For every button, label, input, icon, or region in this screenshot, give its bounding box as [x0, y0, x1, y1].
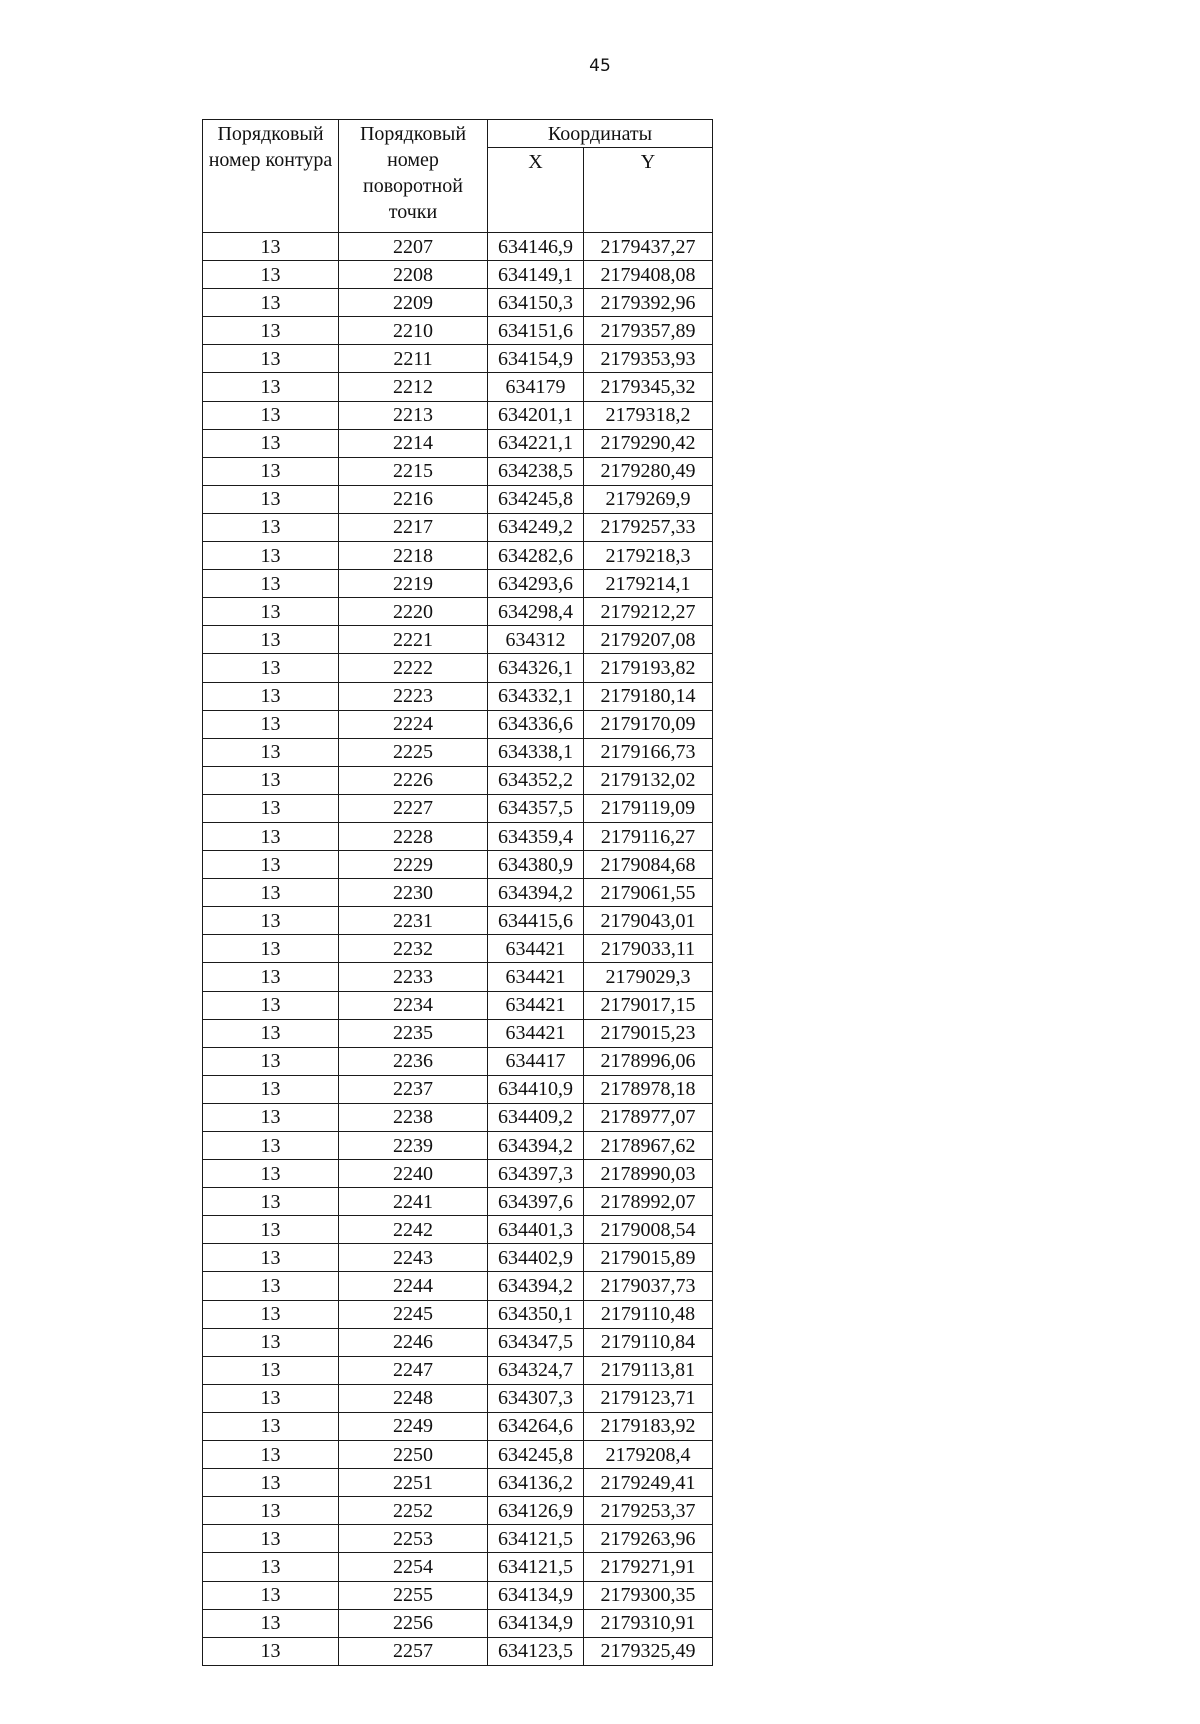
table-row: [203, 991, 713, 1019]
x-coordinate-cell: 634307,3: [488, 1384, 584, 1412]
x-coordinate-cell: 634134,9: [488, 1581, 584, 1609]
point-number-cell: 2255: [339, 1581, 488, 1609]
y-coordinate-cell: 2179183,92: [584, 1412, 713, 1440]
table-row: [203, 1553, 713, 1581]
table-row: [203, 1103, 713, 1131]
contour-number-cell: 13: [203, 485, 339, 513]
contour-number-cell: 13: [203, 598, 339, 626]
point-number-cell: 2217: [339, 513, 488, 541]
contour-number-cell: 13: [203, 1075, 339, 1103]
contour-number-cell: 13: [203, 1637, 339, 1665]
coordinates-table: [202, 119, 713, 1666]
contour-number-cell: 13: [203, 1553, 339, 1581]
table-row: [203, 654, 713, 682]
table-row: [203, 289, 713, 317]
y-coordinate-cell: 2179033,11: [584, 935, 713, 963]
contour-number-cell: 13: [203, 1469, 339, 1497]
table-row: [203, 1244, 713, 1272]
point-number-cell: 2251: [339, 1469, 488, 1497]
point-number-cell: 2210: [339, 317, 488, 345]
x-coordinate-cell: 634238,5: [488, 457, 584, 485]
point-number-cell: 2214: [339, 429, 488, 457]
point-number-cell: 2257: [339, 1637, 488, 1665]
point-number-cell: 2208: [339, 261, 488, 289]
point-number-cell: 2247: [339, 1356, 488, 1384]
point-number-cell: 2238: [339, 1103, 488, 1131]
y-coordinate-cell: 2179249,41: [584, 1469, 713, 1497]
y-coordinate-cell: 2179166,73: [584, 738, 713, 766]
x-coordinate-cell: 634245,8: [488, 485, 584, 513]
x-coordinate-cell: 634401,3: [488, 1216, 584, 1244]
table-row: [203, 401, 713, 429]
x-coordinate-cell: 634394,2: [488, 879, 584, 907]
x-coordinate-cell: 634324,7: [488, 1356, 584, 1384]
y-coordinate-cell: 2178977,07: [584, 1103, 713, 1131]
table-row: [203, 1047, 713, 1075]
y-coordinate-cell: 2179061,55: [584, 879, 713, 907]
point-number-cell: 2218: [339, 542, 488, 570]
contour-number-cell: 13: [203, 1609, 339, 1637]
point-number-cell: 2237: [339, 1075, 488, 1103]
point-number-cell: 2223: [339, 682, 488, 710]
contour-number-cell: 13: [203, 401, 339, 429]
point-number-cell: 2252: [339, 1497, 488, 1525]
y-coordinate-cell: 2179017,15: [584, 991, 713, 1019]
point-number-cell: 2227: [339, 794, 488, 822]
y-coordinate-cell: 2179180,14: [584, 682, 713, 710]
table-row: [203, 570, 713, 598]
contour-number-cell: 13: [203, 991, 339, 1019]
x-coordinate-cell: 634336,6: [488, 710, 584, 738]
y-coordinate-cell: 2179008,54: [584, 1216, 713, 1244]
table-row: [203, 710, 713, 738]
y-coordinate-cell: 2179170,09: [584, 710, 713, 738]
contour-number-cell: 13: [203, 1047, 339, 1075]
x-coordinate-cell: 634332,1: [488, 682, 584, 710]
y-coordinate-cell: 2179110,48: [584, 1300, 713, 1328]
table-body: [203, 233, 713, 1666]
contour-number-cell: 13: [203, 261, 339, 289]
contour-number-cell: 13: [203, 851, 339, 879]
contour-number-cell: 13: [203, 626, 339, 654]
table-row: [203, 738, 713, 766]
y-coordinate-cell: 2179257,33: [584, 513, 713, 541]
point-number-cell: 2250: [339, 1441, 488, 1469]
x-coordinate-cell: 634150,3: [488, 289, 584, 317]
y-coordinate-cell: 2178990,03: [584, 1160, 713, 1188]
table-row: [203, 485, 713, 513]
x-coordinate-cell: 634298,4: [488, 598, 584, 626]
header-row-1: [203, 120, 713, 148]
table-row: [203, 317, 713, 345]
table-row: [203, 1469, 713, 1497]
y-coordinate-cell: 2179437,27: [584, 233, 713, 261]
table-row: [203, 935, 713, 963]
y-coordinate-cell: 2179357,89: [584, 317, 713, 345]
contour-number-cell: 13: [203, 1525, 339, 1553]
point-number-cell: 2233: [339, 963, 488, 991]
contour-number-cell: 13: [203, 766, 339, 794]
point-number-cell: 2249: [339, 1412, 488, 1440]
contour-number-cell: 13: [203, 879, 339, 907]
contour-number-cell: 13: [203, 1132, 339, 1160]
table-row: [203, 457, 713, 485]
x-coordinate-cell: 634201,1: [488, 401, 584, 429]
contour-number-cell: 13: [203, 457, 339, 485]
table-row: [203, 513, 713, 541]
table-row: [203, 1497, 713, 1525]
table-row: [203, 1019, 713, 1047]
contour-number-cell: 13: [203, 794, 339, 822]
table-row: [203, 822, 713, 850]
contour-number-cell: 13: [203, 542, 339, 570]
table-row: [203, 626, 713, 654]
table-row: [203, 1581, 713, 1609]
x-coordinate-cell: 634394,2: [488, 1132, 584, 1160]
point-number-cell: 2213: [339, 401, 488, 429]
x-coordinate-cell: 634350,1: [488, 1300, 584, 1328]
y-coordinate-cell: 2179310,91: [584, 1609, 713, 1637]
x-coordinate-cell: 634359,4: [488, 822, 584, 850]
contour-number-cell: 13: [203, 1160, 339, 1188]
y-coordinate-cell: 2179392,96: [584, 289, 713, 317]
contour-number-cell: 13: [203, 710, 339, 738]
point-number-cell: 2253: [339, 1525, 488, 1553]
table-row: [203, 1216, 713, 1244]
point-number-cell: 2226: [339, 766, 488, 794]
contour-number-cell: 13: [203, 1244, 339, 1272]
x-coordinate-cell: 634293,6: [488, 570, 584, 598]
table-row: [203, 879, 713, 907]
point-number-cell: 2256: [339, 1609, 488, 1637]
point-number-cell: 2216: [339, 485, 488, 513]
contour-number-cell: 13: [203, 570, 339, 598]
y-coordinate-cell: 2179269,9: [584, 485, 713, 513]
y-coordinate-cell: 2179015,23: [584, 1019, 713, 1047]
y-coordinate-cell: 2178996,06: [584, 1047, 713, 1075]
y-coordinate-cell: 2179408,08: [584, 261, 713, 289]
y-coordinate-cell: 2179193,82: [584, 654, 713, 682]
y-coordinate-cell: 2179253,37: [584, 1497, 713, 1525]
x-coordinate-cell: 634338,1: [488, 738, 584, 766]
x-coordinate-cell: 634136,2: [488, 1469, 584, 1497]
point-number-cell: 2236: [339, 1047, 488, 1075]
x-coordinate-cell: 634417: [488, 1047, 584, 1075]
contour-number-cell: 13: [203, 289, 339, 317]
table-row: [203, 907, 713, 935]
x-coordinate-cell: 634326,1: [488, 654, 584, 682]
contour-number-cell: 13: [203, 233, 339, 261]
y-coordinate-cell: 2179300,35: [584, 1581, 713, 1609]
table-row: [203, 794, 713, 822]
point-number-cell: 2246: [339, 1328, 488, 1356]
contour-number-cell: 13: [203, 935, 339, 963]
point-number-cell: 2225: [339, 738, 488, 766]
x-coordinate-cell: 634149,1: [488, 261, 584, 289]
contour-number-cell: 13: [203, 1441, 339, 1469]
table-row: [203, 1441, 713, 1469]
y-coordinate-cell: 2179116,27: [584, 822, 713, 850]
y-coordinate-cell: 2178967,62: [584, 1132, 713, 1160]
x-coordinate-cell: 634312: [488, 626, 584, 654]
contour-number-cell: 13: [203, 1497, 339, 1525]
table-row: [203, 1412, 713, 1440]
x-coordinate-cell: 634221,1: [488, 429, 584, 457]
y-coordinate-cell: 2179271,91: [584, 1553, 713, 1581]
point-number-cell: 2211: [339, 345, 488, 373]
contour-number-cell: 13: [203, 373, 339, 401]
contour-number-cell: 13: [203, 1412, 339, 1440]
x-coordinate-cell: 634397,6: [488, 1188, 584, 1216]
y-coordinate-cell: 2178978,18: [584, 1075, 713, 1103]
contour-number-cell: 13: [203, 654, 339, 682]
point-number-cell: 2224: [339, 710, 488, 738]
point-number-cell: 2254: [339, 1553, 488, 1581]
x-coordinate-cell: 634415,6: [488, 907, 584, 935]
x-coordinate-cell: 634154,9: [488, 345, 584, 373]
contour-number-cell: 13: [203, 682, 339, 710]
x-coordinate-cell: 634409,2: [488, 1103, 584, 1131]
table-row: [203, 1384, 713, 1412]
contour-number-cell: 13: [203, 513, 339, 541]
x-header: X: [488, 148, 584, 233]
point-number-cell: 2221: [339, 626, 488, 654]
contour-number-cell: 13: [203, 345, 339, 373]
y-coordinate-cell: 2179029,3: [584, 963, 713, 991]
point-number-cell: 2244: [339, 1272, 488, 1300]
x-coordinate-cell: 634402,9: [488, 1244, 584, 1272]
x-coordinate-cell: 634126,9: [488, 1497, 584, 1525]
point-number-cell: 2239: [339, 1132, 488, 1160]
point-number-cell: 2230: [339, 879, 488, 907]
table-row: [203, 1188, 713, 1216]
point-number-cell: 2229: [339, 851, 488, 879]
x-coordinate-cell: 634352,2: [488, 766, 584, 794]
table-row: [203, 542, 713, 570]
table-row: [203, 851, 713, 879]
table-row: [203, 261, 713, 289]
table-row: [203, 1075, 713, 1103]
y-coordinate-cell: 2179214,1: [584, 570, 713, 598]
coordinates-header: Координаты: [488, 120, 713, 148]
y-coordinate-cell: 2179212,27: [584, 598, 713, 626]
table-row: [203, 1609, 713, 1637]
point-number-cell: 2228: [339, 822, 488, 850]
contour-number-cell: 13: [203, 1328, 339, 1356]
table-row: [203, 1525, 713, 1553]
point-number-cell: 2241: [339, 1188, 488, 1216]
table-row: [203, 345, 713, 373]
table-row: [203, 429, 713, 457]
contour-number-cell: 13: [203, 317, 339, 345]
table-row: [203, 1272, 713, 1300]
table-header: [203, 120, 713, 233]
y-coordinate-cell: 2179113,81: [584, 1356, 713, 1384]
x-coordinate-cell: 634151,6: [488, 317, 584, 345]
y-coordinate-cell: 2179218,3: [584, 542, 713, 570]
table-row: [203, 373, 713, 401]
y-header: Y: [584, 148, 713, 233]
contour-number-header: Порядковый номер контура: [203, 120, 339, 233]
point-number-cell: 2207: [339, 233, 488, 261]
x-coordinate-cell: 634421: [488, 935, 584, 963]
x-coordinate-cell: 634134,9: [488, 1609, 584, 1637]
contour-number-cell: 13: [203, 1300, 339, 1328]
table-row: [203, 682, 713, 710]
table-row: [203, 1328, 713, 1356]
x-coordinate-cell: 634421: [488, 963, 584, 991]
x-coordinate-cell: 634146,9: [488, 233, 584, 261]
contour-number-cell: 13: [203, 963, 339, 991]
table-row: [203, 1356, 713, 1384]
y-coordinate-cell: 2179207,08: [584, 626, 713, 654]
contour-number-cell: 13: [203, 1019, 339, 1047]
table-row: [203, 1132, 713, 1160]
x-coordinate-cell: 634357,5: [488, 794, 584, 822]
table-row: [203, 1160, 713, 1188]
y-coordinate-cell: 2179132,02: [584, 766, 713, 794]
point-number-cell: 2219: [339, 570, 488, 598]
y-coordinate-cell: 2179208,4: [584, 1441, 713, 1469]
point-number-cell: 2231: [339, 907, 488, 935]
contour-number-cell: 13: [203, 1356, 339, 1384]
y-coordinate-cell: 2179110,84: [584, 1328, 713, 1356]
x-coordinate-cell: 634245,8: [488, 1441, 584, 1469]
x-coordinate-cell: 634264,6: [488, 1412, 584, 1440]
y-coordinate-cell: 2179263,96: [584, 1525, 713, 1553]
x-coordinate-cell: 634397,3: [488, 1160, 584, 1188]
x-coordinate-cell: 634394,2: [488, 1272, 584, 1300]
contour-number-cell: 13: [203, 1581, 339, 1609]
x-coordinate-cell: 634380,9: [488, 851, 584, 879]
y-coordinate-cell: 2179325,49: [584, 1637, 713, 1665]
point-number-cell: 2245: [339, 1300, 488, 1328]
x-coordinate-cell: 634121,5: [488, 1525, 584, 1553]
y-coordinate-cell: 2178992,07: [584, 1188, 713, 1216]
table-row: [203, 766, 713, 794]
point-number-cell: 2235: [339, 1019, 488, 1047]
contour-number-cell: 13: [203, 907, 339, 935]
contour-number-cell: 13: [203, 1272, 339, 1300]
point-number-cell: 2215: [339, 457, 488, 485]
x-coordinate-cell: 634282,6: [488, 542, 584, 570]
point-number-cell: 2222: [339, 654, 488, 682]
point-number-cell: 2234: [339, 991, 488, 1019]
point-number-cell: 2209: [339, 289, 488, 317]
x-coordinate-cell: 634123,5: [488, 1637, 584, 1665]
x-coordinate-cell: 634347,5: [488, 1328, 584, 1356]
table-row: [203, 963, 713, 991]
contour-number-cell: 13: [203, 738, 339, 766]
contour-number-cell: 13: [203, 1188, 339, 1216]
y-coordinate-cell: 2179345,32: [584, 373, 713, 401]
contour-number-cell: 13: [203, 1384, 339, 1412]
point-number-cell: 2220: [339, 598, 488, 626]
y-coordinate-cell: 2179353,93: [584, 345, 713, 373]
table-row: [203, 1300, 713, 1328]
table-row: [203, 598, 713, 626]
y-coordinate-cell: 2179043,01: [584, 907, 713, 935]
contour-number-cell: 13: [203, 429, 339, 457]
y-coordinate-cell: 2179318,2: [584, 401, 713, 429]
table-row: [203, 233, 713, 261]
point-number-cell: 2212: [339, 373, 488, 401]
point-number-cell: 2242: [339, 1216, 488, 1244]
y-coordinate-cell: 2179119,09: [584, 794, 713, 822]
contour-number-cell: 13: [203, 1103, 339, 1131]
y-coordinate-cell: 2179123,71: [584, 1384, 713, 1412]
y-coordinate-cell: 2179280,49: [584, 457, 713, 485]
point-number-cell: 2232: [339, 935, 488, 963]
y-coordinate-cell: 2179084,68: [584, 851, 713, 879]
contour-number-cell: 13: [203, 822, 339, 850]
point-number-cell: 2240: [339, 1160, 488, 1188]
x-coordinate-cell: 634410,9: [488, 1075, 584, 1103]
y-coordinate-cell: 2179037,73: [584, 1272, 713, 1300]
point-number-cell: 2248: [339, 1384, 488, 1412]
contour-number-cell: 13: [203, 1216, 339, 1244]
x-coordinate-cell: 634421: [488, 991, 584, 1019]
x-coordinate-cell: 634249,2: [488, 513, 584, 541]
point-number-cell: 2243: [339, 1244, 488, 1272]
y-coordinate-cell: 2179015,89: [584, 1244, 713, 1272]
x-coordinate-cell: 634121,5: [488, 1553, 584, 1581]
page-number: 45: [589, 56, 611, 76]
y-coordinate-cell: 2179290,42: [584, 429, 713, 457]
x-coordinate-cell: 634421: [488, 1019, 584, 1047]
table-row: [203, 1637, 713, 1665]
x-coordinate-cell: 634179: [488, 373, 584, 401]
point-number-header: Порядковый номер поворотной точки: [339, 120, 488, 233]
